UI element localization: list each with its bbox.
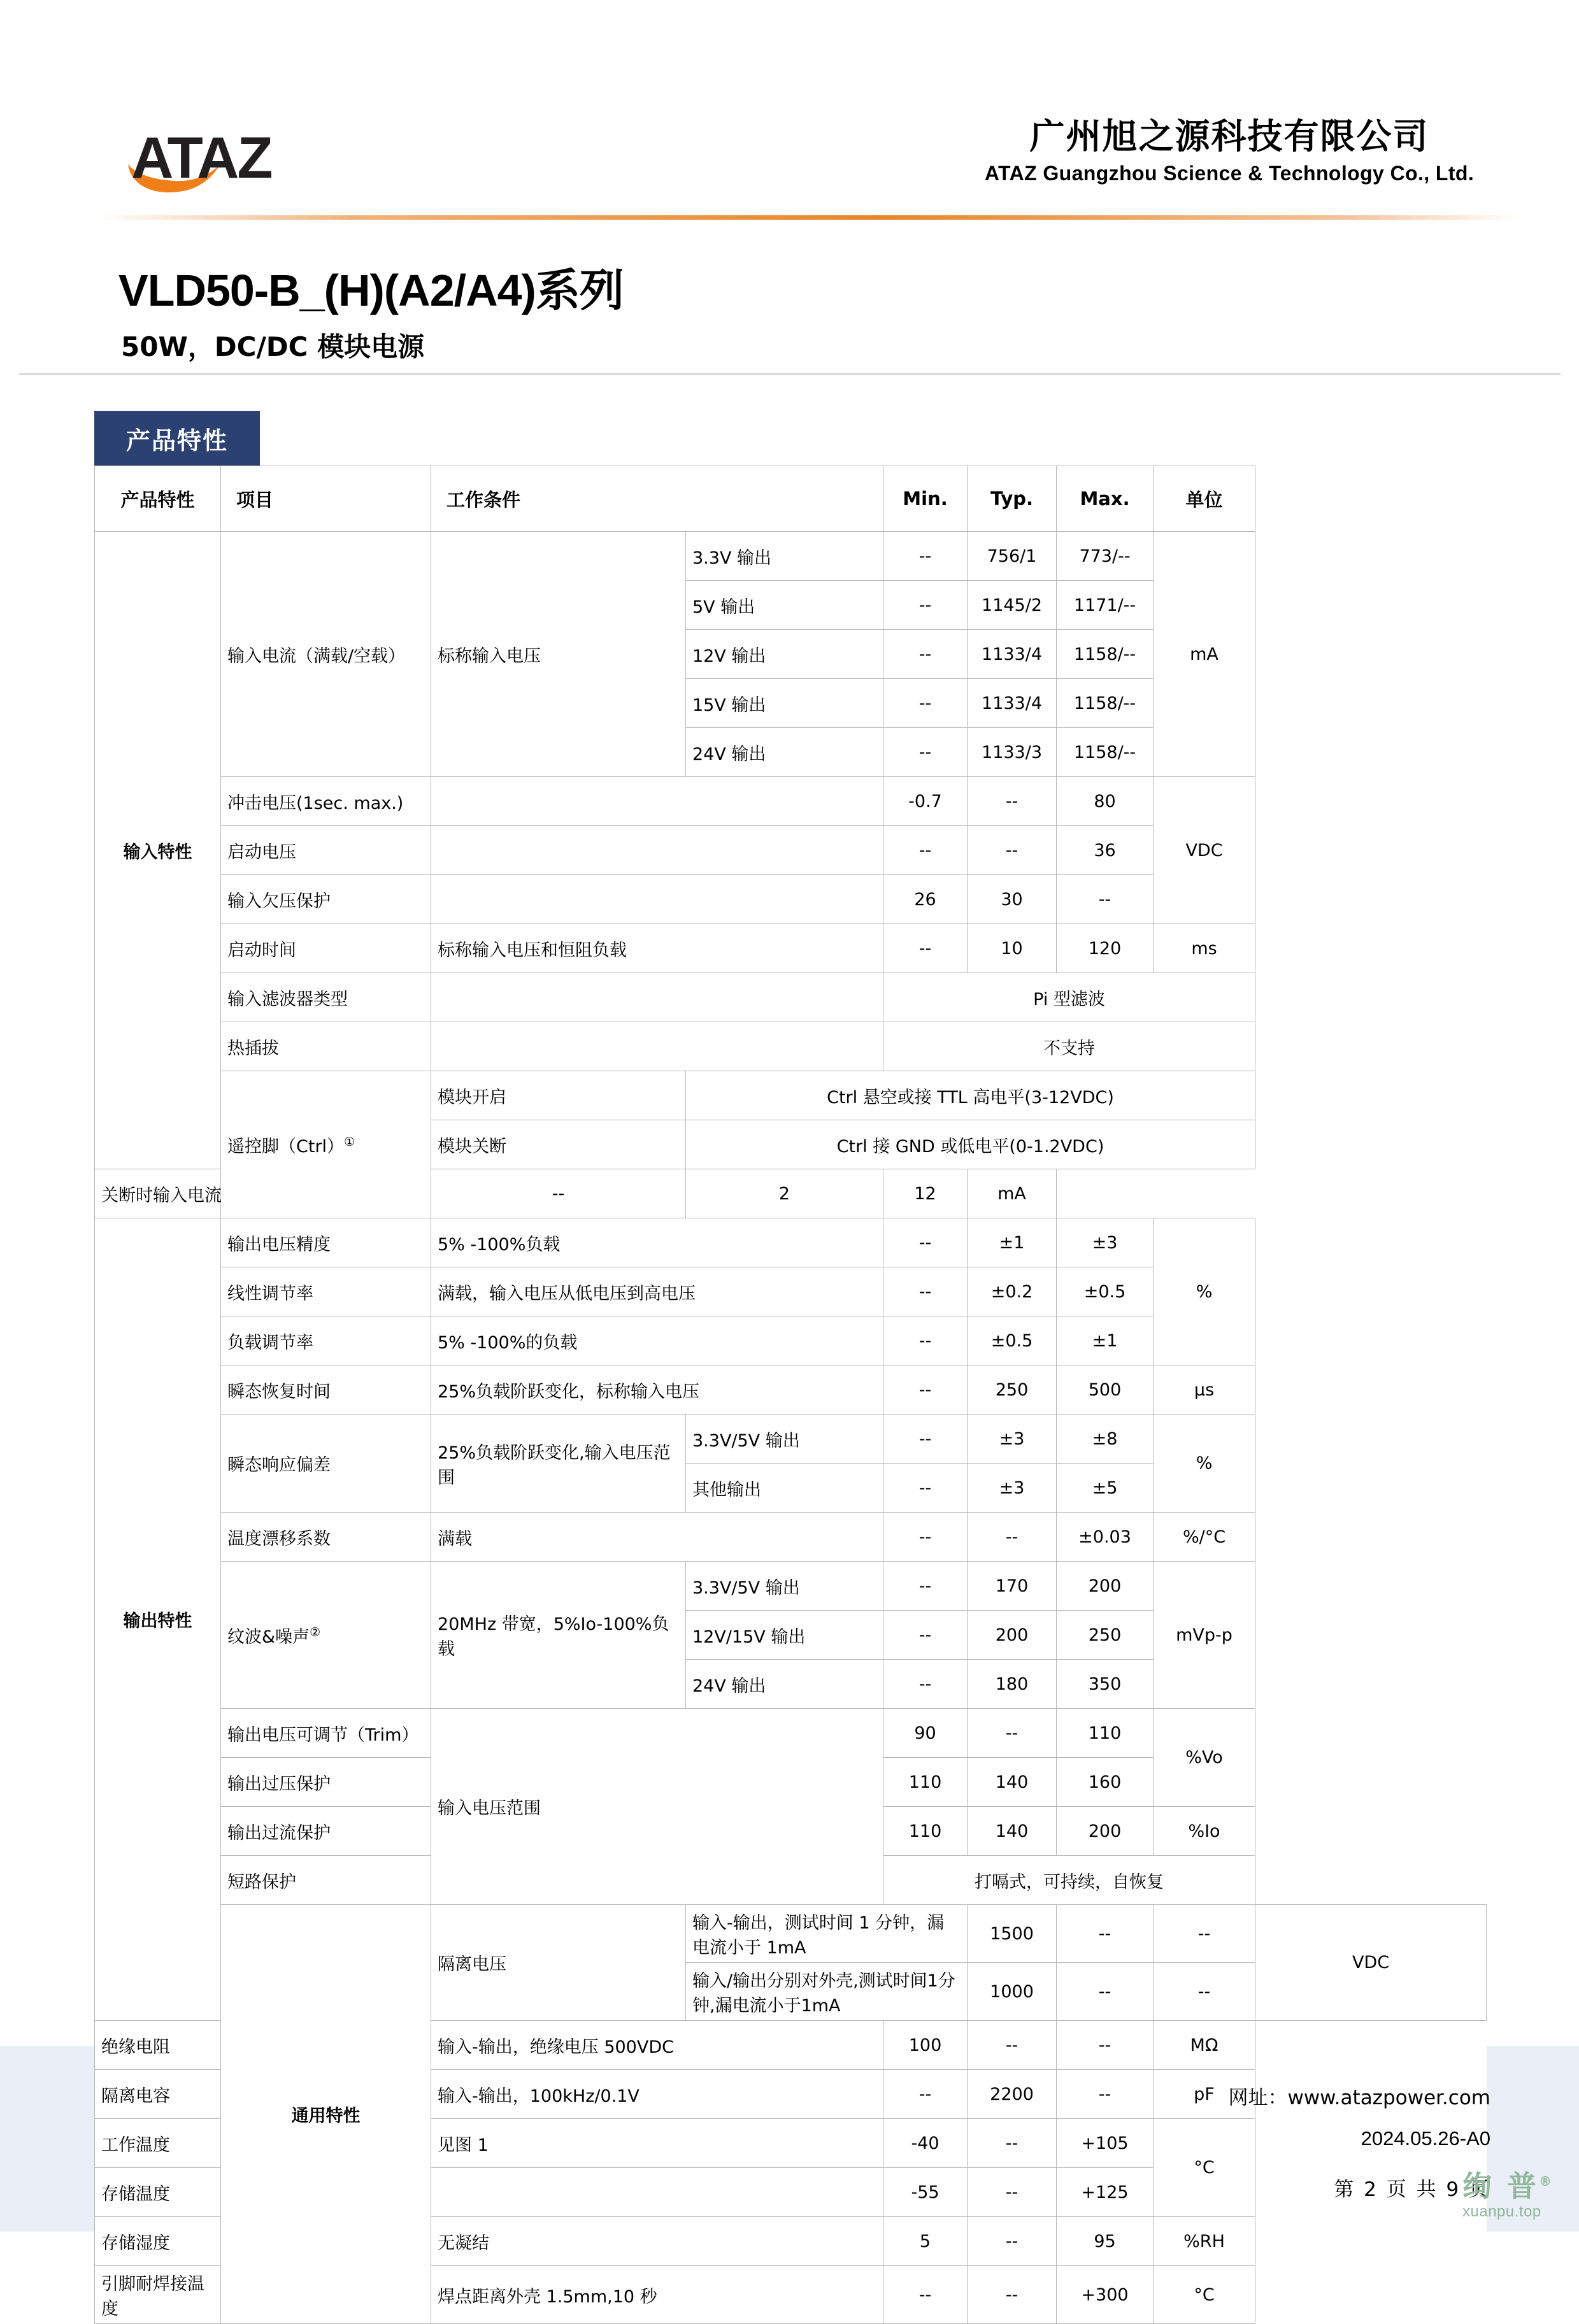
unit-cell-pf: pF [1154,2070,1255,2119]
value-typ: ±3 [968,1464,1057,1513]
value-typ: -- [968,2168,1057,2217]
item-output-trim: 输出电压可调节（Trim） [221,1709,431,1758]
value-typ: 1145/2 [968,581,1057,630]
condition-ripple-noise: 20MHz 带宽，5%Io-100%负载 [431,1562,686,1709]
unit-cell-percent-io: %Io [1154,1807,1255,1856]
value-max: 12 [883,1169,968,1218]
item-surge-voltage: 冲击电压(1sec. max.) [221,777,431,826]
value-max: -- [1057,875,1154,924]
value-min: 1000 [968,1963,1057,2021]
table-row [95,1905,1487,1963]
value-typ: 140 [968,1758,1057,1807]
value-min: -55 [883,2168,968,2217]
condition-surge-voltage [431,777,883,826]
sub-label-24v-out: 24V 输出 [686,1660,883,1709]
unit-cell-percent: % [1154,1415,1255,1513]
category-cell-input: 输入特性 [95,532,221,1169]
item-ripple-noise-label: 纹波&噪声 [227,1627,310,1647]
footer-page-number: 第 2 页 共 9 页 [1334,2178,1490,2201]
col-header-item: 项目 [221,466,431,532]
condition-hot-swap [431,1022,883,1071]
table-row [95,777,1487,826]
value-min: -- [431,1169,686,1218]
sub-label-15v-out: 15V 输出 [686,679,883,728]
item-storage-temperature: 存储温度 [95,2168,221,2217]
value-max: ±5 [1057,1464,1154,1513]
value-typ: -- [1057,1905,1154,1963]
value-typ: 2200 [968,2070,1057,2119]
col-header-category: 产品特性 [95,466,221,532]
value-min: 90 [883,1709,968,1758]
unit-cell-mvpp: mVp-p [1154,1562,1255,1709]
item-isolation-voltage: 隔离电压 [431,1905,686,2021]
header-divider-rule [97,215,1517,220]
sub-label-3v3-5v-out: 3.3V/5V 输出 [686,1562,883,1611]
value-min: -- [883,1365,968,1415]
item-operating-temperature: 工作温度 [95,2119,221,2168]
col-header-unit: 单位 [1154,466,1255,532]
table-row [95,826,1487,875]
condition-solder-temperature: 焊点距离外壳 1.5mm,10 秒 [431,2266,883,2324]
value-typ: 1133/3 [968,728,1057,777]
unit-cell-vdc: VDC [1154,777,1255,924]
value-max: 200 [1057,1562,1154,1611]
condition-transient-recovery: 25%负载阶跃变化，标称输入电压 [431,1365,883,1415]
item-vout-accuracy: 输出电压精度 [221,1218,431,1267]
unit-cell-megaohm: MΩ [1154,2021,1255,2070]
value-max: 250 [1057,1611,1154,1660]
watermark-registered-icon: ® [1539,2174,1555,2189]
value-max: ±1 [1057,1316,1154,1365]
table-row [95,1513,1487,1562]
condition-line-regulation: 满载，输入电压从低电压到高电压 [431,1267,883,1316]
page-subtitle: 50W，DC/DC 模块电源 [121,331,425,362]
value-typ: -- [968,2266,1057,2324]
value-max: 36 [1057,826,1154,875]
sub-label-12v-15v-out: 12V/15V 输出 [686,1611,883,1660]
unit-cell-celsius: °C [1154,2119,1255,2217]
value-typ: -- [968,2021,1057,2070]
value-typ: ±3 [968,1415,1057,1464]
condition-insulation-resistance: 输入-输出，绝缘电压 500VDC [431,2021,883,2070]
value-min: 110 [883,1758,968,1807]
table-row [95,1169,1487,1218]
value-max: 110 [1057,1709,1154,1758]
footer-revision-date: 2024.05.26-A0 [1361,2127,1490,2149]
condition-transient-deviation: 25%负载阶跃变化,输入电压范围 [431,1415,686,1513]
sub-label-3v3-5v-out: 3.3V/5V 输出 [686,1415,883,1464]
value-max: +300 [1057,2266,1154,2324]
value-max: -- [1154,1905,1255,1963]
value-min: -- [883,826,968,875]
value-min: -- [883,581,968,630]
col-header-min: Min. [883,466,968,532]
value-min: 110 [883,1807,968,1856]
table-row [95,924,1487,973]
value-max: -- [1154,1963,1255,2021]
value-min: 5 [883,2217,968,2266]
table-header-row [95,466,1487,532]
value-max: 1171/-- [1057,581,1154,630]
value-min: -- [883,1267,968,1316]
company-name-block [936,116,1522,185]
item-input-current: 输入电流（满载/空载） [221,532,431,777]
value-typ: -- [968,1513,1057,1562]
value-module-off: Ctrl 接 GND 或低电平(0-1.2VDC) [686,1120,1255,1169]
condition-storage-humidity: 无凝结 [431,2217,883,2266]
item-line-regulation: 线性调节率 [221,1267,431,1316]
table-row [95,973,1487,1022]
value-max: +125 [1057,2168,1154,2217]
value-max: 1158/-- [1057,630,1154,679]
value-min: 100 [883,2021,968,2070]
col-header-typ: Typ. [968,466,1057,532]
company-name-cn: 广州旭之源科技有限公司 [1029,116,1429,157]
value-max: ±0.5 [1057,1267,1154,1316]
unit-cell-percent: % [1154,1218,1255,1365]
condition-operating-temperature: 见图 1 [431,2119,883,2168]
value-typ: -- [968,777,1057,826]
value-typ: 180 [968,1660,1057,1709]
unit-cell-ma: mA [968,1169,1057,1218]
footnote-marker-2: ② [310,1625,321,1639]
unit-cell-percent-per-c: %/°C [1154,1513,1255,1562]
watermark-text-cn: 绚 普 [1462,2169,1540,2204]
item-insulation-resistance: 绝缘电阻 [95,2021,221,2070]
category-cell-general: 通用特性 [221,1905,431,2324]
unit-cell-microsecond: μs [1154,1365,1255,1415]
condition-input-current: 标称输入电压 [431,532,686,777]
col-header-max: Max. [1057,466,1154,532]
value-min: -40 [883,2119,968,2168]
value-typ: 1133/4 [968,630,1057,679]
value-min: -- [883,1316,968,1365]
value-typ: ±0.2 [968,1267,1057,1316]
unit-cell-vdc: VDC [1255,1905,1487,2021]
item-startup-voltage: 启动电压 [221,826,431,875]
item-ripple-noise [221,1562,431,1709]
value-min: -- [883,1660,968,1709]
item-input-filter: 输入滤波器类型 [221,973,431,1022]
table-row [95,1415,1487,1464]
condition-isolation-io: 输入-输出，测试时间 1 分钟，漏电流小于 1mA [686,1905,968,1963]
value-short-circuit-protection: 打嗝式，可持续，自恢复 [883,1856,1255,1905]
value-max: +105 [1057,2119,1154,2168]
page-header [0,0,1579,229]
footnote-marker-1: ① [344,1134,355,1149]
sub-label-other-out: 其他输出 [686,1464,883,1513]
value-min: -- [883,728,968,777]
value-typ: 2 [686,1169,883,1218]
watermark-domain: xuanpu.top [1462,2203,1541,2221]
value-max: -- [1057,2021,1154,2070]
value-min: -- [883,1513,968,1562]
table-row [95,1218,1487,1267]
value-min: -- [883,532,968,581]
item-solder-temperature: 引脚耐焊接温度 [95,2266,221,2324]
item-ovp: 输出过压保护 [221,1758,431,1807]
sub-label-12v-out: 12V 输出 [686,630,883,679]
value-min: 1500 [968,1905,1057,1963]
col-header-condition: 工作条件 [431,466,883,532]
value-typ: -- [968,826,1057,875]
value-typ: 1133/4 [968,679,1057,728]
value-max: ±0.03 [1057,1513,1154,1562]
item-transient-deviation: 瞬态响应偏差 [221,1415,431,1513]
sub-label-5v-out: 5V 输出 [686,581,883,630]
value-typ: 140 [968,1807,1057,1856]
unit-cell-percent-rh: %RH [1154,2217,1255,2266]
value-min: 26 [883,875,968,924]
condition-temperature-drift: 满载 [431,1513,883,1562]
value-max: ±3 [1057,1218,1154,1267]
value-min: -- [883,1415,968,1464]
value-max: -- [1057,2070,1154,2119]
value-max: 95 [1057,2217,1154,2266]
page-title: VLD50-B_(H)(A2/A4)系列 [118,266,624,315]
value-min: -- [883,1562,968,1611]
company-name-en: ATAZ Guangzhou Science & Technology Co., Ltd. [984,162,1475,185]
value-min: -- [883,630,968,679]
table-row [95,1709,1487,1758]
specification-table [94,466,1487,2324]
condition-isolation-capacitance: 输入-输出，100kHz/0.1V [431,2070,883,2119]
ataz-logo [125,125,367,196]
item-storage-humidity: 存储湿度 [95,2217,221,2266]
unit-cell-ma: mA [1154,532,1255,777]
condition-uvp [431,875,883,924]
value-typ: 10 [968,924,1057,973]
table-row [95,532,1487,581]
condition-input-voltage-range: 输入电压范围 [431,1709,883,1905]
value-max: 120 [1057,924,1154,973]
item-hot-swap: 热插拔 [221,1022,431,1071]
unit-cell-celsius: °C [1154,2266,1255,2324]
section-badge-label: 产品特性 [125,426,228,455]
sub-label-module-off: 模块关断 [431,1120,686,1169]
condition-load-regulation: 5% -100%的负载 [431,1316,883,1365]
table-row [95,1267,1487,1316]
value-min: -- [883,2070,968,2119]
value-min: -- [883,2266,968,2324]
value-max: 1158/-- [1057,679,1154,728]
value-typ: ±1 [968,1218,1057,1267]
value-max: 200 [1057,1807,1154,1856]
item-temperature-drift: 温度漂移系数 [221,1513,431,1562]
value-typ: 756/1 [968,532,1057,581]
value-max: 773/-- [1057,532,1154,581]
value-max: 500 [1057,1365,1154,1415]
value-min: -- [883,1464,968,1513]
value-typ: 250 [968,1365,1057,1415]
item-ctrl-pin-label: 遥控脚（Ctrl） [227,1136,345,1157]
sub-label-module-on: 模块开启 [431,1071,686,1120]
sub-label-off-input-current: 关断时输入电流 [95,1169,431,1218]
value-typ: 30 [968,875,1057,924]
value-min: -0.7 [883,777,968,826]
section-badge-product-features [94,411,260,466]
value-typ: ±0.5 [968,1316,1057,1365]
value-min: -- [883,924,968,973]
table-row [95,1071,1487,1120]
value-max: 160 [1057,1758,1154,1807]
condition-vout-accuracy: 5% -100%负载 [431,1218,883,1267]
condition-input-filter [431,973,883,1022]
item-ocp: 输出过流保护 [221,1807,431,1856]
item-short-circuit-protection: 短路保护 [221,1856,431,1905]
value-max: 1158/-- [1057,728,1154,777]
value-typ: -- [968,2119,1057,2168]
value-min: -- [883,1611,968,1660]
value-input-filter: Pi 型滤波 [883,973,1255,1022]
item-isolation-capacitance: 隔离电容 [95,2070,221,2119]
condition-isolation-case: 输入/输出分别对外壳,测试时间1分钟,漏电流小于1mA [686,1963,968,2021]
value-module-on: Ctrl 悬空或接 TTL 高电平(3-12VDC) [686,1071,1255,1120]
value-typ: -- [968,1709,1057,1758]
value-typ: -- [1057,1963,1154,2021]
category-cell-output: 输出特性 [95,1218,221,2021]
value-typ: 200 [968,1611,1057,1660]
value-max: 80 [1057,777,1154,826]
footer-website[interactable]: 网址：www.atazpower.com [1228,2086,1490,2109]
condition-startup-voltage [431,826,883,875]
item-transient-recovery: 瞬态恢复时间 [221,1365,431,1415]
sub-label-3v3-out: 3.3V 输出 [686,532,883,581]
value-hot-swap: 不支持 [883,1022,1255,1071]
unit-cell-percent-vo: %Vo [1154,1709,1255,1807]
unit-cell-ms: ms [1154,924,1255,973]
item-uvp: 输入欠压保护 [221,875,431,924]
sub-label-24v-out: 24V 输出 [686,728,883,777]
value-typ: -- [968,2217,1057,2266]
logo-wordmark: ATAZ [131,125,271,190]
title-divider-rule [19,373,1561,375]
table-row [95,1022,1487,1071]
item-startup-time: 启动时间 [221,924,431,973]
table-row [95,1365,1487,1415]
value-min: -- [883,1218,968,1267]
value-max: ±8 [1057,1415,1154,1464]
table-row [95,1316,1487,1365]
value-max: 350 [1057,1660,1154,1709]
value-typ: 170 [968,1562,1057,1611]
value-min: -- [883,679,968,728]
condition-startup-time: 标称输入电压和恒阻负载 [431,924,883,973]
table-row [95,875,1487,924]
table-row [95,1562,1487,1611]
item-load-regulation: 负载调节率 [221,1316,431,1365]
